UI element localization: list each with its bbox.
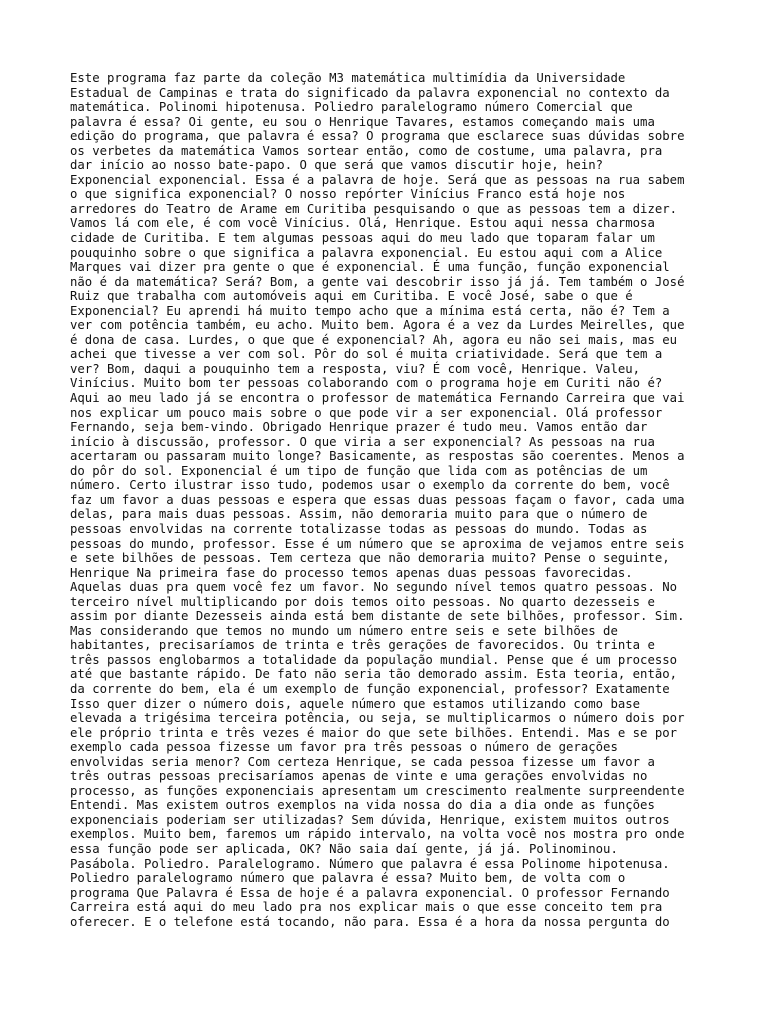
text-line: ele próprio trinta e três vezes é maior do que sete bilhões. Entendi. Mas e se por (70, 725, 678, 740)
text-line: número. Certo ilustrar isso tudo, podemos usar o exemplo da corrente do bem, você (70, 478, 670, 493)
text-line: Isso quer dizer o número dois, aquele número que estamos utilizando como base (70, 696, 641, 711)
text-line: Marques vai dizer pra gente o que é exponencial. É uma função, função exponencial (70, 260, 670, 275)
text-line: nos explicar um pouco mais sobre o que pode vir a ser exponencial. Olá professor (70, 405, 663, 420)
text-line: acertaram ou passaram muito longe? Basicamente, as respostas são coerentes. Menos a (70, 449, 685, 464)
text-line: da corrente do bem, ela é um exemplo de função exponencial, professor? Exatamente (70, 681, 670, 696)
text-line: o que significa exponencial? O nosso repórter Vinícius Franco está hoje nos (70, 187, 626, 202)
text-line: essa função pode ser aplicada, OK? Não saia daí gente, já já. Polinominou. (70, 841, 618, 856)
text-line: Entendi. Mas existem outros exemplos na vida nossa do dia a dia onde as funções (70, 798, 655, 813)
text-line: terceiro nível multiplicando por dois temos oito pessoas. No quarto dezesseis e (70, 594, 655, 609)
text-line: Aquelas duas pra quem você fez um favor. No segundo nível temos quatro pessoas. No (70, 580, 678, 595)
text-line: envolvidas seria menor? Com certeza Henrique, se cada pessoa fizesse um favor a (70, 754, 655, 769)
text-line: até que bastante rápido. De fato não seria tão demorado assim. Esta teoria, então, (70, 667, 678, 682)
text-line: faz um favor a duas pessoas e espera que essas duas pessoas façam o favor, cada uma (70, 492, 685, 507)
text-line: dar início ao nosso bate-papo. O que será que vamos discutir hoje, hein? (70, 158, 604, 173)
text-line: pessoas do mundo, professor. Esse é um número que se aproxima de vejamos entre seis (70, 536, 685, 551)
text-line: processo, as funções exponenciais apresentam um crescimento realmente surpreendente (70, 783, 685, 798)
text-line: não é da matemática? Será? Bom, a gente vai descobrir isso já já. Tem também o José (70, 274, 685, 289)
text-line: achei que tivesse a ver com sol. Pôr do sol é muita criatividade. Será que tem a (70, 347, 663, 362)
text-line: oferecer. E o telefone está tocando, não para. Essa é a hora da nossa pergunta do (70, 914, 670, 929)
text-line: exemplos. Muito bem, faremos um rápido intervalo, na volta você nos mostra pro onde (70, 827, 685, 842)
text-line: elevada a trigésima terceira potência, ou seja, se multiplicarmos o número dois por (70, 711, 685, 726)
text-line: cidade de Curitiba. E tem algumas pessoas aqui do meu lado que toparam falar um (70, 231, 655, 246)
text-line: Aqui ao meu lado já se encontra o professor de matemática Fernando Carreira que vai (70, 391, 685, 406)
text-line: e sete bilhões de pessoas. Tem certeza que não demoraria muito? Pense o seguinte, (70, 551, 670, 566)
text-line: ver? Bom, daqui a pouquinho tem a resposta, viu? É com você, Henrique. Valeu, (70, 361, 641, 376)
text-line: ver com potência também, eu acho. Muito bem. Agora é a vez da Lurdes Meirelles, que (70, 318, 685, 333)
text-line: é dona de casa. Lurdes, o que que é exponencial? Ah, agora eu não sei mais, mas eu (70, 332, 678, 347)
text-line: programa Que Palavra é Essa de hoje é a palavra exponencial. O professor Fernando (70, 885, 670, 900)
text-line: exemplo cada pessoa fizesse um favor pra três pessoas o número de gerações (70, 740, 618, 755)
text-line: Este programa faz parte da coleção M3 matemática multimídia da Universidade (70, 71, 626, 85)
text-line: assim por diante Dezesseis ainda está bem distante de sete bilhões, professor. Sim. (70, 609, 685, 624)
text-line: Estadual de Campinas e trata do significado da palavra exponencial no contexto da (70, 85, 670, 100)
text-line: início à discussão, professor. O que viria a ser exponencial? As pessoas na rua (70, 434, 655, 449)
text-line: Exponencial exponencial. Essa é a palavra de hoje. Será que as pessoas na rua sabem (70, 172, 685, 187)
text-line: do pôr do sol. Exponencial é um tipo de função que lida com as potências de um (70, 463, 648, 478)
text-line: matemática. Polinomi hipotenusa. Poliedro paralelogramo número Comercial que (70, 100, 633, 115)
text-line: arredores do Teatro de Arame em Curitiba pesquisando o que as pessoas tem a dizer. (70, 201, 678, 216)
text-line: Henrique Na primeira fase do processo temos apenas duas pessoas favorecidas. (70, 565, 633, 580)
text-line: três passos englobarmos a totalidade da população mundial. Pense que é um processo (70, 652, 678, 667)
text-line: os verbetes da matemática Vamos sortear então, como de costume, uma palavra, pra (70, 143, 663, 158)
text-line: habitantes, precisaríamos de trinta e três gerações de favorecidos. Ou trinta e (70, 638, 655, 653)
text-line: Carreira está aqui do meu lado pra nos explicar mais o que esse conceito tem pra (70, 900, 663, 915)
text-line: palavra é essa? Oi gente, eu sou o Henrique Tavares, estamos começando mais uma (70, 114, 655, 129)
text-line: Exponencial? Eu aprendi há muito tempo acho que a mínima está certa, não é? Tem a (70, 303, 670, 318)
text-line: Poliedro paralelogramo número que palavra é essa? Muito bem, de volta com o (70, 871, 626, 886)
text-line: Mas considerando que temos no mundo um número entre seis e sete bilhões de (70, 623, 618, 638)
text-line: pessoas envolvidas na corrente totalizasse todas as pessoas do mundo. Todas as (70, 521, 648, 536)
text-line: Vinícius. Muito bom ter pessoas colaborando com o programa hoje em Curiti não é? (70, 376, 663, 391)
text-line: Ruiz que trabalha com automóveis aqui em Curitiba. E você José, sabe o que é (70, 289, 633, 304)
transcript-body (70, 71, 710, 929)
text-line: Fernando, seja bem-vindo. Obrigado Henrique prazer é tudo meu. Vamos então dar (70, 420, 648, 435)
text-line: exponenciais poderiam ser utilizadas? Sem dúvida, Henrique, existem muitos outros (70, 812, 670, 827)
text-line: Vamos lá com ele, é com você Vinícius. Olá, Henrique. Estou aqui nessa charmosa (70, 216, 655, 231)
text-line: três outras pessoas precisaríamos apenas de vinte e uma gerações envolvidas no (70, 769, 648, 784)
text-line: Pasábola. Poliedro. Paralelogramo. Número que palavra é essa Polinome hipotenusa. (70, 856, 670, 871)
text-line: edição do programa, que palavra é essa? O programa que esclarece suas dúvidas sobre (70, 129, 685, 144)
text-line: pouquinho sobre o que significa a palavra exponencial. Eu estou aqui com a Alice (70, 245, 663, 260)
text-line: delas, para mais duas pessoas. Assim, não demoraria muito para que o número de (70, 507, 648, 522)
